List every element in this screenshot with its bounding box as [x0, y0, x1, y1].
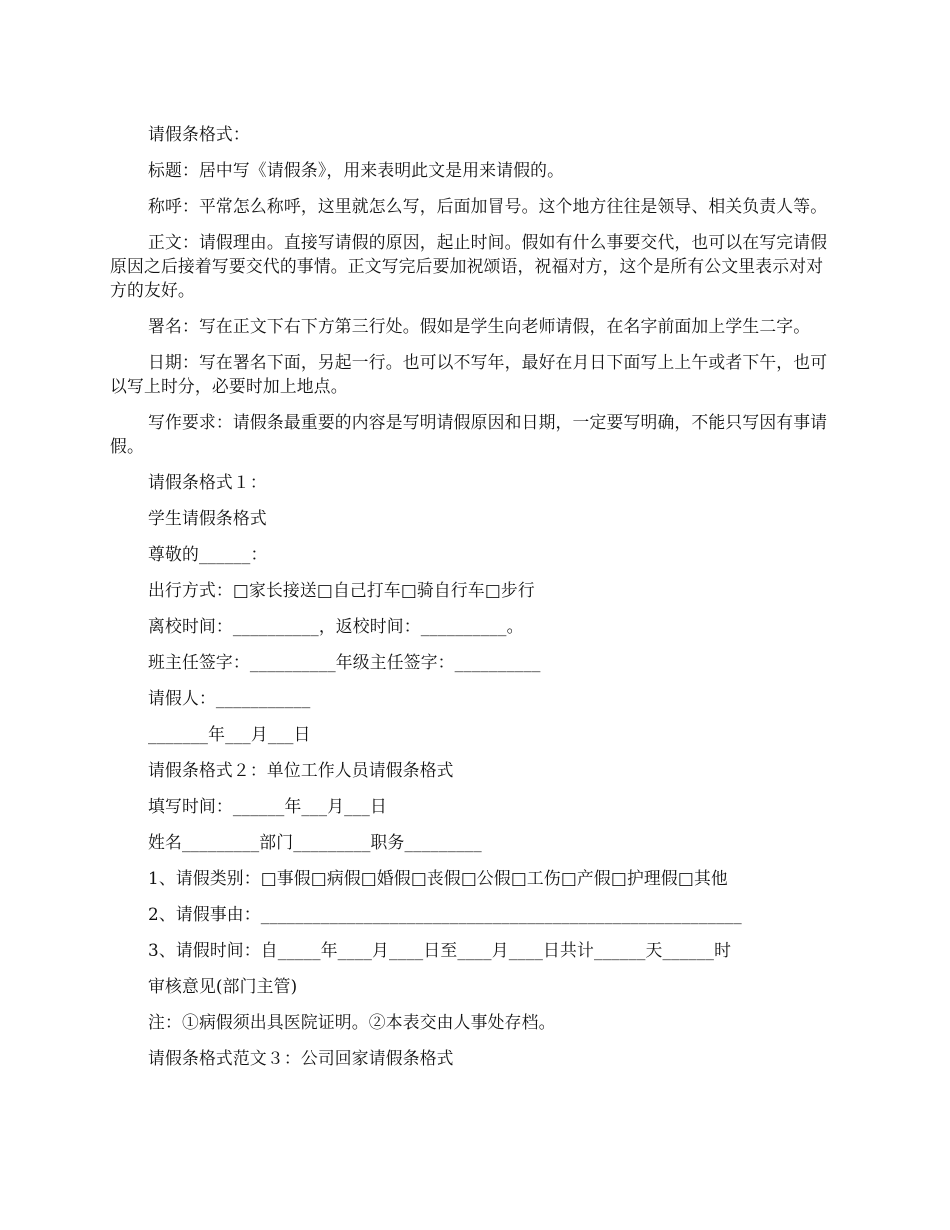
paragraph-dear: 尊敬的______： — [148, 544, 268, 564]
paragraph-body-rule: 正文：请假理由。直接写请假的原因，起止时间。假如有什么事要交代，也可以在写完请假原因之后接着写要交代的事情。正文写完后要加祝颂语，祝福对方，这个是所有公文里表示对对方的友好。 — [110, 232, 828, 300]
paragraph-teacher-signatures: 班主任签字：__________年级主任签字：__________ — [148, 652, 541, 672]
paragraph-leave-reason: 2、请假事由：________________________________________________________ — [148, 904, 742, 924]
paragraph-leave-return-time: 离校时间：__________，返校时间：__________。 — [148, 616, 524, 636]
paragraph-date-rule: 日期：写在署名下面，另起一行。也可以不写年，最好在月日下面写上上午或者下午，也可以写上时分，必要时加上地点。 — [110, 352, 828, 396]
paragraph-signature-rule: 署名：写在正文下右下方第三行处。假如是学生向老师请假，在名字前面加上学生二字。 — [148, 316, 811, 336]
paragraph-title-rule: 标题：居中写《请假条》，用来表明此文是用来请假的。 — [148, 160, 565, 180]
paragraph-format-heading: 请假条格式： — [148, 124, 250, 144]
paragraph-fill-time: 填写时间：______年___月___日 — [148, 796, 387, 816]
paragraph-leave-period: 3、请假时间：自_____年____月____日至____月____日共计______天______时 — [148, 940, 732, 960]
paragraph-format-1-heading: 请假条格式１： — [148, 472, 267, 492]
document-body — [110, 122, 832, 1082]
paragraph-writing-requirement: 写作要求：请假条最重要的内容是写明请假原因和日期，一定要写明确，不能只写因有事请假。 — [110, 412, 828, 456]
paragraph-salutation-rule: 称呼：平常怎么称呼，这里就怎么写，后面加冒号。这个地方往往是领导、相关负责人等。 — [148, 196, 828, 216]
paragraph-name-dept-position: 姓名_________部门_________职务_________ — [148, 832, 482, 852]
paragraph-note: 注：①病假须出具医院证明。②本表交由人事处存档。 — [148, 1012, 556, 1032]
paragraph-student-format: 学生请假条格式 — [148, 508, 267, 528]
paragraph-applicant: 请假人：___________ — [148, 688, 311, 708]
paragraph-format-2-heading: 请假条格式２：单位工作人员请假条格式 — [148, 760, 454, 780]
paragraph-travel-mode: 出行方式：□家长接送□自己打车□骑自行车□步行 — [148, 580, 535, 600]
paragraph-format-3-heading: 请假条格式范文３：公司回家请假条格式 — [148, 1048, 454, 1068]
paragraph-date-blank: _______年___月___日 — [148, 724, 311, 744]
paragraph-leave-type: 1、请假类别：□事假□病假□婚假□丧假□公假□工伤□产假□护理假□其他 — [148, 868, 728, 888]
paragraph-review-opinion: 审核意见(部门主管) — [148, 976, 298, 996]
